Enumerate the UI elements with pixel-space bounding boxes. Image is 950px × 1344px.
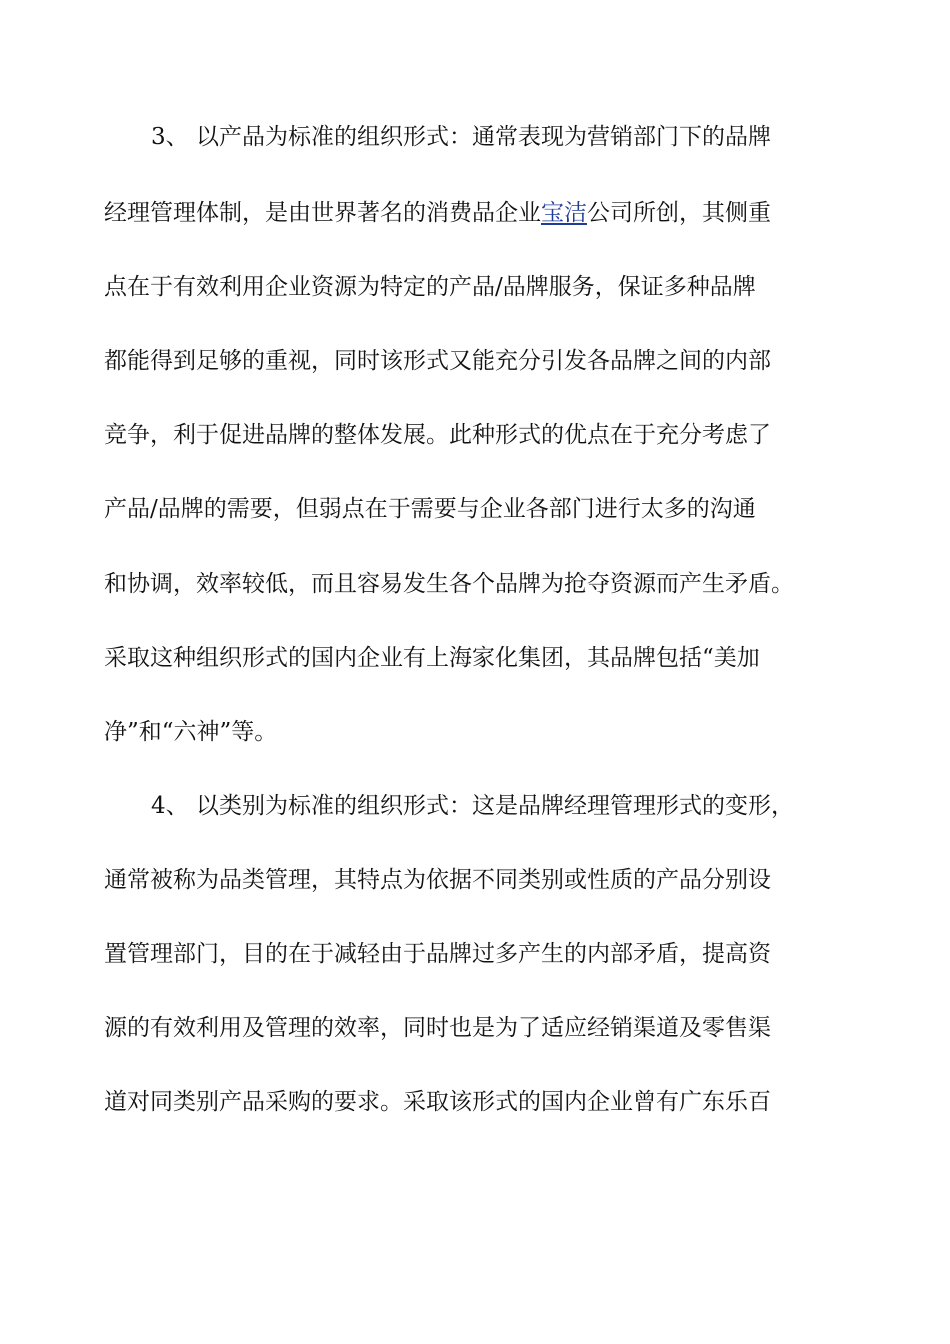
paragraph-3-line-8: 采取这种组织形式的国内企业有上海家化集团，其品牌包括“美加: [104, 645, 760, 671]
paragraph-4-line-1: 4、 以类别为标准的组织形式：这是品牌经理管理形式的变形，: [151, 793, 794, 819]
paragraph-3-line-1: 3、 以产品为标准的组织形式：通常表现为营销部门下的品牌: [151, 124, 771, 150]
baojie-link[interactable]: 宝洁: [541, 200, 587, 226]
line-text: 公司所创，其侧重: [587, 200, 771, 226]
paragraph-3-line-4: 都能得到足够的重视，同时该形式又能充分引发各品牌之间的内部: [104, 348, 771, 374]
paragraph-3-line-2: [104, 193, 854, 233]
paragraph-3-line-6: 产品/品牌的需要，但弱点在于需要与企业各部门进行太多的沟通: [104, 496, 756, 522]
line-text: 经理管理体制，是由世界著名的消费品企业: [104, 200, 541, 226]
paragraph-4-line-5: 道对同类别产品采购的要求。采取该形式的国内企业曾有广东乐百: [104, 1089, 771, 1115]
paragraph-4-line-3: 置管理部门，目的在于减轻由于品牌过多产生的内部矛盾，提高资: [104, 941, 771, 967]
paragraph-4-line-4: 源的有效利用及管理的效率，同时也是为了适应经销渠道及零售渠: [104, 1015, 771, 1041]
paragraph-3-line-7: 和协调，效率较低，而且容易发生各个品牌为抢夺资源而产生矛盾。: [104, 571, 794, 597]
paragraph-4-line-2: 通常被称为品类管理，其特点为依据不同类别或性质的产品分别设: [104, 867, 771, 893]
paragraph-3-line-9: 净”和“六神”等。: [104, 719, 278, 745]
paragraph-3-line-3: 点在于有效利用企业资源为特定的产品/品牌服务，保证多种品牌: [104, 274, 756, 300]
paragraph-3-line-5: 竞争，利于促进品牌的整体发展。此种形式的优点在于充分考虑了: [104, 422, 771, 448]
